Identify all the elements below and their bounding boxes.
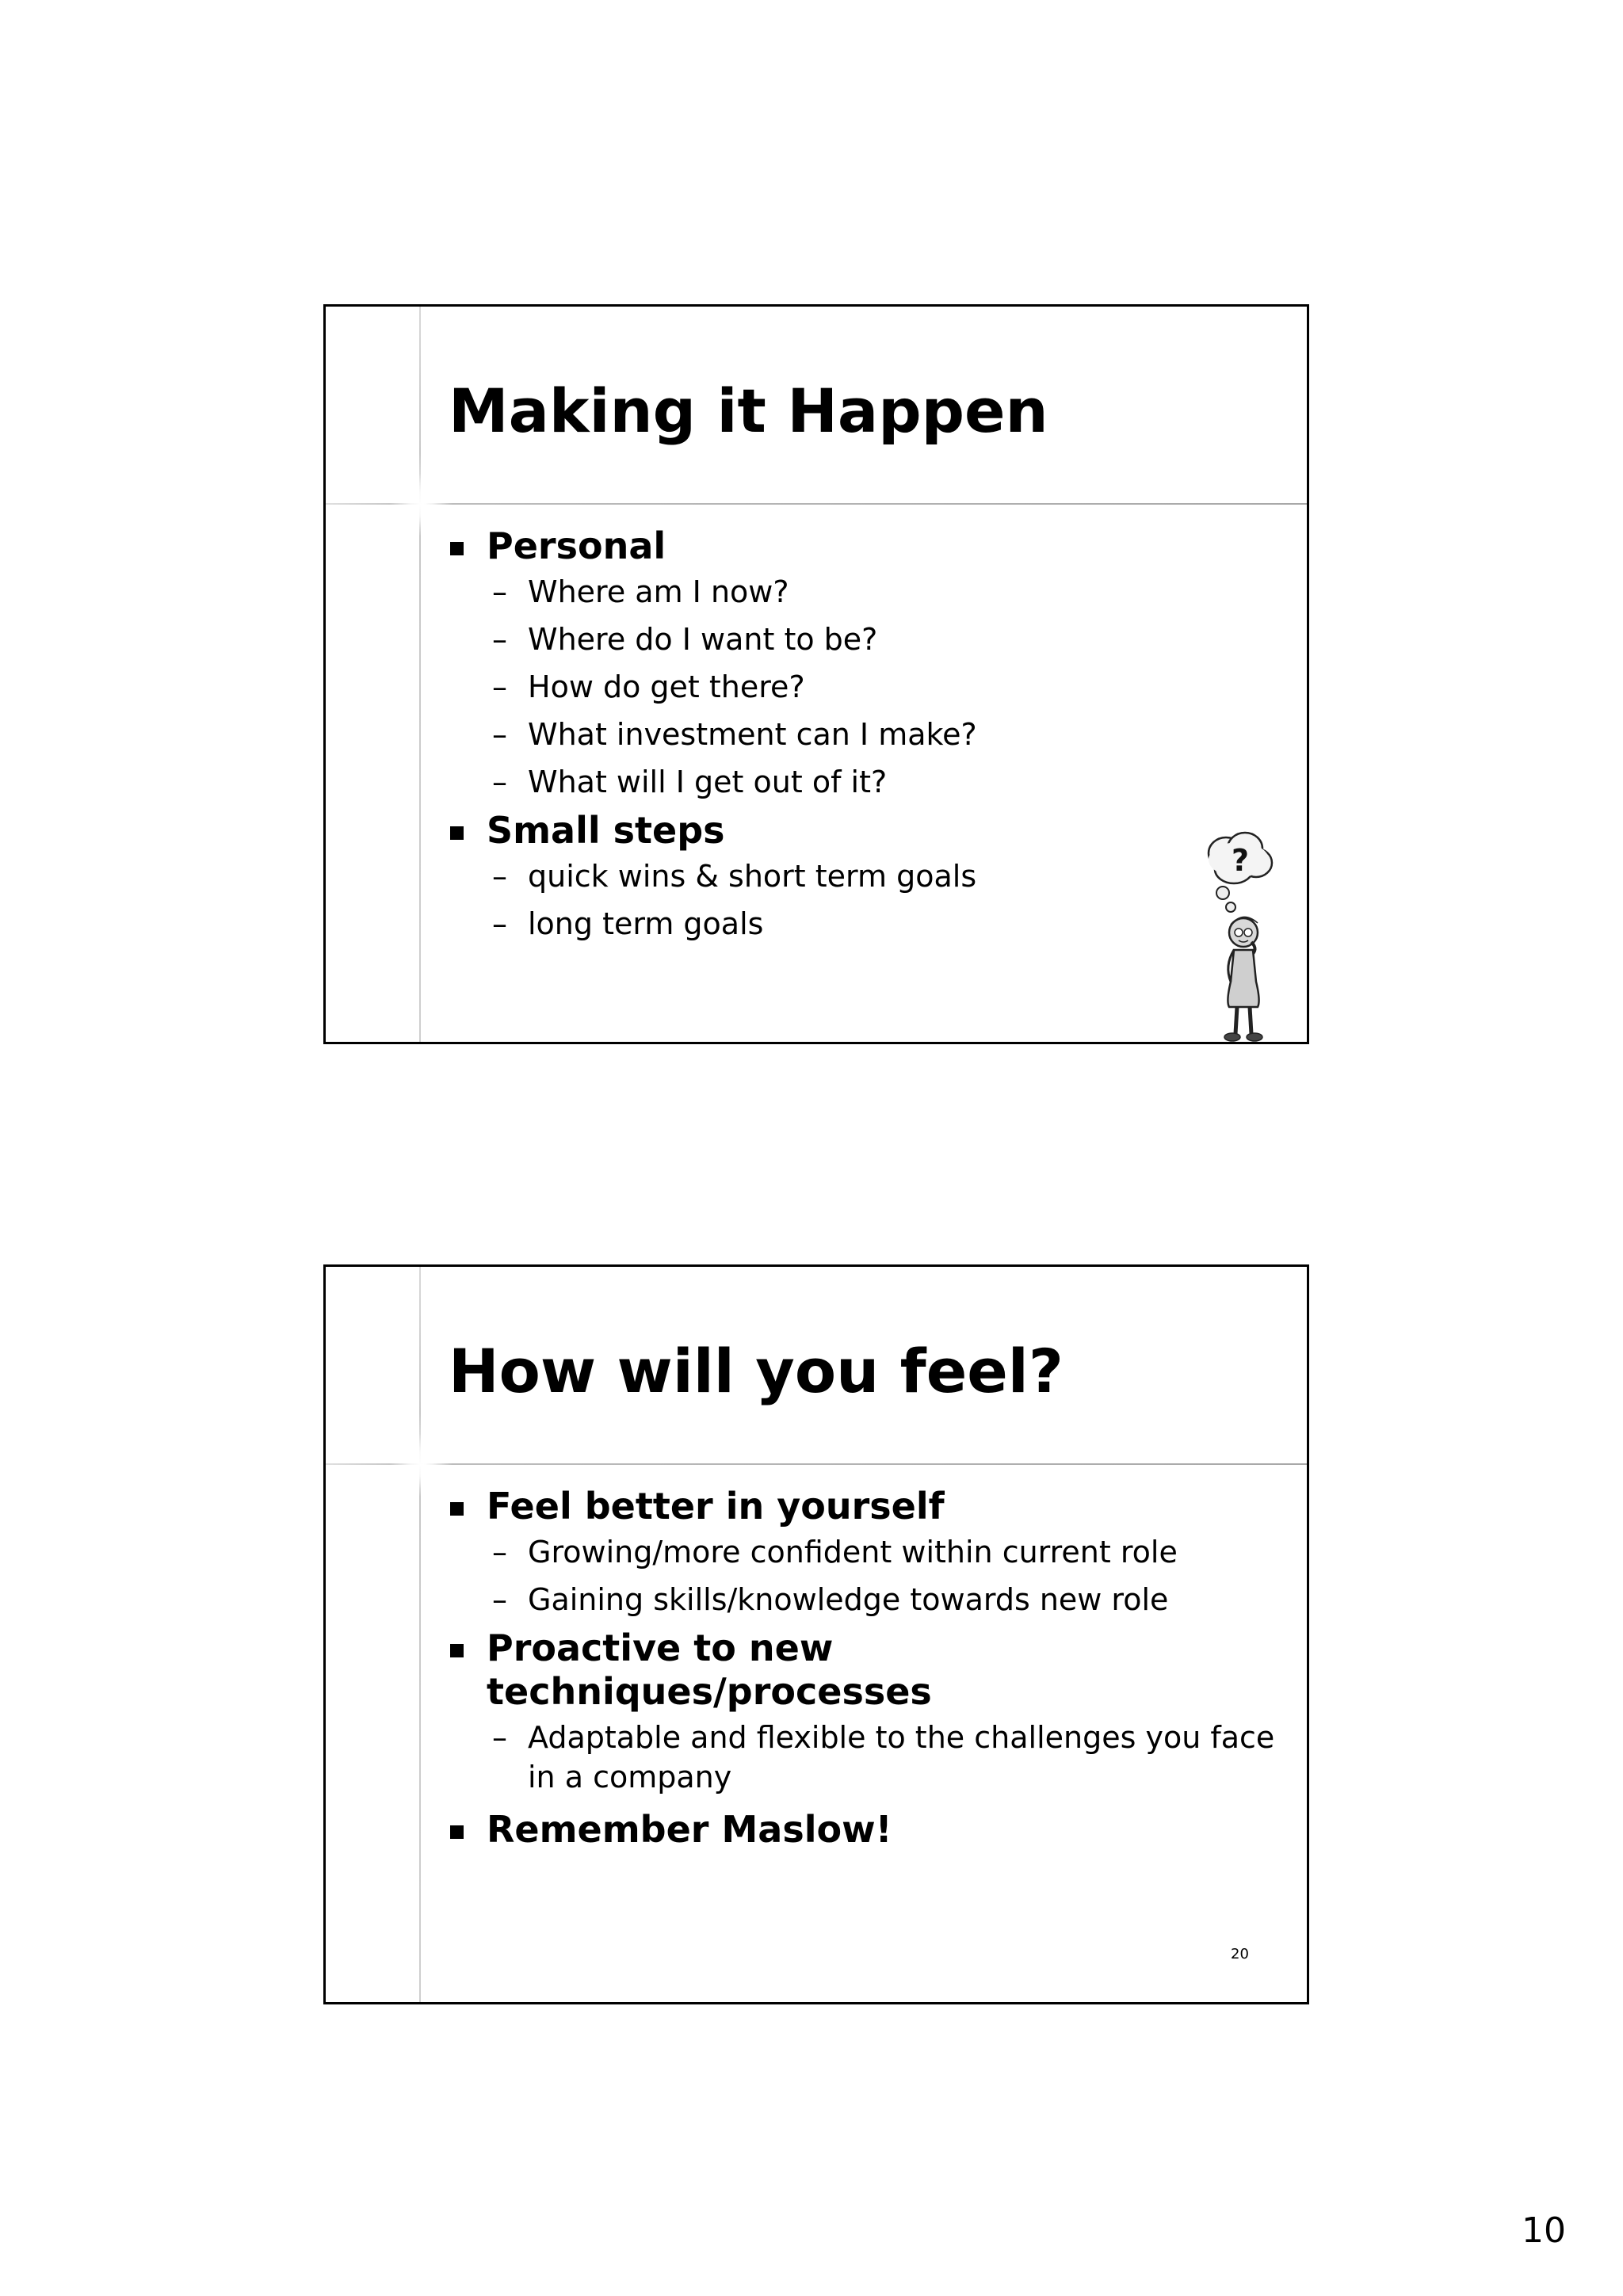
dash-icon: – bbox=[492, 669, 507, 705]
slide-title: How will you feel? bbox=[449, 1336, 1064, 1406]
sub-bullet-text: quick wins & short term goals bbox=[528, 859, 977, 894]
dash-icon: – bbox=[492, 622, 507, 658]
divider-glow bbox=[389, 473, 453, 536]
thinking-person-icon bbox=[1201, 831, 1288, 1045]
sub-bullet-text: Where do I want to be? bbox=[528, 622, 878, 658]
page-number: 10 bbox=[1522, 2210, 1566, 2251]
sub-bullet bbox=[449, 666, 1283, 707]
bullet-text: Feel better in yourself bbox=[487, 1485, 945, 1527]
sub-bullet-text: Gaining skills/knowledge towards new role bbox=[528, 1582, 1169, 1618]
slide-body bbox=[449, 524, 1283, 951]
sub-bullet bbox=[449, 903, 1283, 944]
sub-bullet-text: What will I get out of it? bbox=[528, 765, 888, 800]
sub-bullet bbox=[449, 571, 1283, 612]
dash-icon: – bbox=[492, 859, 507, 894]
sub-bullet-text: Growing/more confident within current role bbox=[528, 1535, 1178, 1570]
slide-vertical-rule bbox=[419, 1267, 421, 2002]
bullet-personal bbox=[449, 524, 1283, 568]
slide-title: Making it Happen bbox=[449, 376, 1048, 446]
dash-icon: – bbox=[492, 1535, 507, 1570]
slide-vertical-rule bbox=[419, 307, 421, 1042]
dash-icon: – bbox=[492, 765, 507, 800]
sub-bullet-text: Where am I now? bbox=[528, 574, 789, 610]
slide-making-it-happen bbox=[323, 304, 1309, 1044]
sub-bullet-text: How do get there? bbox=[528, 669, 805, 705]
divider-glow bbox=[389, 1433, 453, 1497]
bullet-remember-maslow bbox=[449, 1808, 1283, 1852]
bullet-text: Personal bbox=[487, 524, 666, 567]
slide-how-will-you-feel bbox=[323, 1264, 1309, 2004]
dash-icon: – bbox=[492, 1719, 507, 1755]
sub-bullet bbox=[449, 856, 1283, 897]
square-bullet-icon bbox=[450, 542, 464, 555]
slide-title-divider bbox=[326, 503, 1307, 505]
sub-bullet-text: long term goals bbox=[528, 906, 764, 942]
slide-number: 20 bbox=[1231, 1946, 1249, 1962]
sub-bullet bbox=[449, 1718, 1283, 1797]
dash-icon: – bbox=[492, 717, 507, 753]
bullet-small-steps bbox=[449, 809, 1283, 852]
sub-bullet bbox=[449, 1579, 1283, 1620]
svg-text:?: ? bbox=[1231, 843, 1250, 878]
sub-bullet bbox=[449, 619, 1283, 660]
bullet-text: Remember Maslow! bbox=[487, 1807, 892, 1851]
sub-bullet bbox=[449, 714, 1283, 755]
square-bullet-icon bbox=[450, 1644, 464, 1657]
square-bullet-icon bbox=[450, 1825, 464, 1839]
sub-bullet bbox=[449, 761, 1283, 803]
dash-icon: – bbox=[492, 1582, 507, 1618]
bullet-text: Proactive to new techniques/processes bbox=[487, 1627, 932, 1714]
square-bullet-icon bbox=[450, 826, 464, 840]
slide-body bbox=[449, 1485, 1283, 1855]
bullet-text: Small steps bbox=[487, 809, 725, 852]
square-bullet-icon bbox=[450, 1502, 464, 1516]
sub-bullet bbox=[449, 1531, 1283, 1573]
slide-title-divider bbox=[326, 1463, 1307, 1465]
sub-bullet-text: Adaptable and flexible to the challenges you face in a company bbox=[528, 1719, 1275, 1794]
bullet-proactive bbox=[449, 1627, 1283, 1714]
sub-bullet-text: What investment can I make? bbox=[528, 717, 977, 753]
dash-icon: – bbox=[492, 906, 507, 942]
dash-icon: – bbox=[492, 574, 507, 610]
bullet-feel-better bbox=[449, 1485, 1283, 1528]
